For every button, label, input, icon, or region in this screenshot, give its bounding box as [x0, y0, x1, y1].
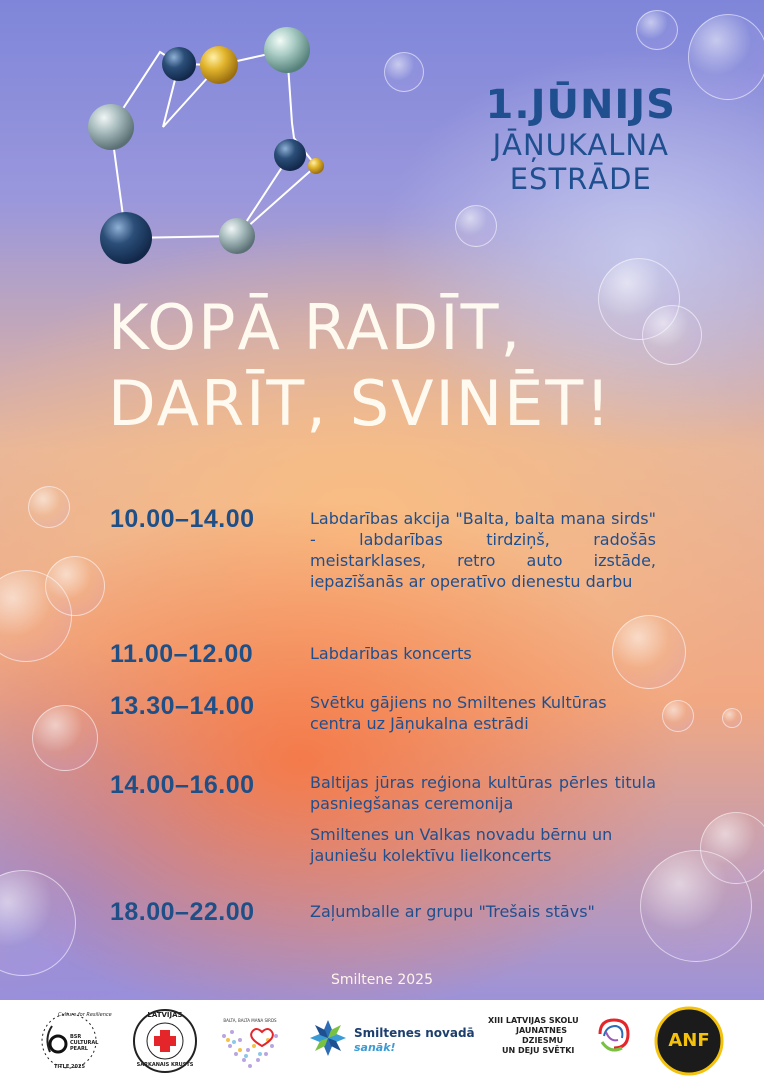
schedule-description-secondary: Smiltenes un Valkas novadu bērnu un jauniešu kolektīvu lielkoncerts [310, 825, 613, 865]
smiltene-line-1: Smiltenes novadā [354, 1026, 475, 1040]
pearl-navy [162, 47, 196, 81]
partner-logos-strip [0, 1000, 764, 1080]
event-date: 1.JŪNIJS [485, 82, 676, 128]
pearl-teal [264, 27, 310, 73]
pearl-silver-small [219, 218, 255, 254]
bubble-decoration [722, 708, 742, 728]
bubble-decoration [662, 700, 694, 732]
schedule-description: Svētku gājiens no Smiltenes Kultūras centra uz Jāņukalna estrādi [310, 693, 607, 733]
smiltene-municipality-logo [306, 1014, 476, 1066]
venue-line-1: JĀŅUKALNA [492, 128, 669, 162]
festival-line-3: DZIESMU [522, 1036, 564, 1045]
bubble-decoration [636, 10, 678, 50]
bubble-decoration [32, 705, 98, 771]
schedule-time: 10.00–14.00 [110, 505, 255, 533]
title-line-1: KOPĀ RADĪT, [108, 291, 523, 364]
bubble-decoration [642, 305, 702, 365]
schedule-description: Labdarības koncerts [310, 644, 472, 663]
heart-charity-logo [210, 1006, 290, 1076]
pearl-gold-small [308, 158, 324, 174]
ccp-mid-2: CULTURAL [70, 1040, 99, 1046]
anf-logo-text: ANF [668, 1030, 710, 1051]
festival-line-2: JAUNATNES [516, 1026, 568, 1035]
lsk-top-text: LATVIJAS [147, 1011, 183, 1019]
schedule-time: 11.00–12.00 [110, 640, 254, 668]
pearl-navy-large [100, 212, 152, 264]
festival-line-1: XIII LATVIJAS SKOLU [488, 1016, 579, 1025]
schedule-time: 14.00–16.00 [110, 771, 255, 799]
bubble-decoration [640, 850, 752, 962]
pearl-navy-small [274, 139, 306, 171]
festival-line-4: UN DEJU SVĒTKI [502, 1046, 575, 1055]
pearl-silver [88, 104, 134, 150]
title-line-2: DARĪT, SVINĒT! [108, 367, 613, 440]
youth-song-dance-festival-logo [488, 1014, 638, 1070]
bubble-decoration [455, 205, 497, 247]
ccp-top-text: Culture for Resilience [58, 1012, 112, 1018]
place-year: Smiltene 2025 [331, 972, 433, 988]
bubble-decoration [45, 556, 105, 616]
pearl-constellation-logo [80, 20, 340, 270]
bubble-decoration [688, 14, 764, 100]
bubble-decoration [384, 52, 424, 92]
poster-title [108, 290, 612, 442]
lsk-bottom-text: SARKANAIS KRUSTS [136, 1062, 194, 1068]
ccp-mid-3: PEARL [70, 1046, 88, 1052]
schedule-description: Baltijas jūras reģiona kultūras pērles titula pasniegšanas ceremonija [310, 773, 656, 813]
event-date-venue [486, 82, 676, 196]
bubble-decoration [28, 486, 70, 528]
heart-logo-text: BALTA, BALTA MANA SIRDS [223, 1018, 277, 1023]
pearl-gold [200, 46, 238, 84]
bubble-decoration [0, 870, 76, 976]
festival-ribbon-icon [592, 1014, 636, 1058]
schedule-description: Labdarības akcija "Balta, balta mana sirds" - labdarības tirdziņš, radošās meistarklases, retro auto izstāde, iepazīšanās ar operatīvo dienestu darbu [310, 509, 656, 591]
bsr-cultural-pearl-logo [36, 1008, 112, 1074]
latvian-red-cross-logo [132, 1008, 198, 1074]
venue-line-2: ESTRĀDE [509, 162, 652, 196]
smiltene-line-2: sanāk! [354, 1041, 396, 1054]
ccp-mid-1: BSR [70, 1034, 82, 1040]
ccp-bottom-text: TITLE 2025 [54, 1064, 85, 1070]
anf-logo [654, 1006, 724, 1076]
schedule-description: Zaļumballe ar grupu "Trešais stāvs" [310, 902, 595, 921]
schedule-time: 13.30–14.00 [110, 692, 255, 720]
schedule-time: 18.00–22.00 [110, 898, 255, 926]
